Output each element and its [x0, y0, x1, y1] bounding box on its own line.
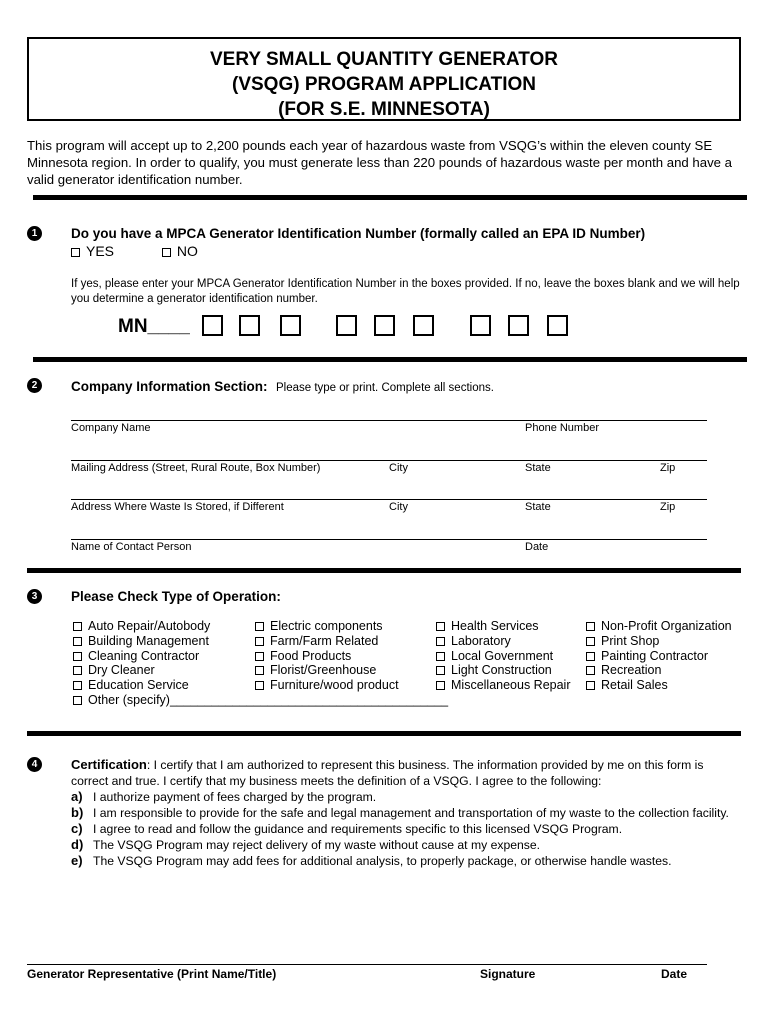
operation-option[interactable]: Retail Sales [586, 678, 732, 693]
operation-option[interactable]: Auto Repair/Autobody [73, 619, 448, 634]
operation-option[interactable]: Non-Profit Organization [586, 619, 732, 634]
id-digit-box[interactable] [336, 315, 357, 336]
certification-item: a) I authorize payment of fees charged by the program. [71, 789, 377, 804]
section-1-number: 1 [27, 226, 42, 241]
id-digit-box[interactable] [202, 315, 223, 336]
operation-option[interactable]: Local Government [436, 649, 571, 664]
id-digit-box[interactable] [239, 315, 260, 336]
section-divider [27, 731, 741, 736]
checkbox[interactable] [586, 666, 595, 675]
checkbox[interactable] [73, 681, 82, 690]
checkbox[interactable] [73, 652, 82, 661]
id-digit-box[interactable] [470, 315, 491, 336]
operation-option[interactable]: Florist/Greenhouse [255, 663, 399, 678]
signature-date-label: Date [661, 967, 688, 981]
operation-column-2 [255, 619, 399, 693]
operation-option[interactable]: Painting Contractor [586, 649, 732, 664]
city-label: City [389, 462, 408, 474]
no-label: NO [176, 243, 198, 259]
certification-item: e) The VSQG Program may add fees for additional analysis, to properly package, or otherwise handle wastes. [71, 853, 672, 868]
date-label: Date [525, 541, 549, 553]
section-2-heading-row [71, 378, 494, 396]
operation-option[interactable]: Light Construction [436, 663, 571, 678]
checkbox[interactable] [255, 666, 264, 675]
title-box [27, 37, 741, 121]
intro-paragraph: This program will accept up to 2,200 pounds each year of hazardous waste from VSQG’s within the eleven county SE Minnesota region. In order to qualify, you must generate less than 220 pounds of hazardous waste per month and have a valid generator identification number. [27, 138, 732, 187]
contact-person-field[interactable] [71, 539, 707, 540]
certification-block [71, 757, 741, 869]
checkbox[interactable] [73, 622, 82, 631]
section-1-question: Do you have a MPCA Generator Identification Number (formally called an EPA ID Number) [71, 226, 646, 241]
checkbox[interactable] [436, 681, 445, 690]
storage-city-label: City [389, 501, 408, 513]
certification-intro [71, 757, 741, 789]
id-digit-box[interactable] [413, 315, 434, 336]
checkbox[interactable] [255, 622, 264, 631]
checkbox[interactable] [255, 637, 264, 646]
operation-option[interactable]: Cleaning Contractor [73, 649, 448, 664]
section-2-subheading: Please type or print. Complete all sections. [275, 382, 494, 394]
id-digit-box[interactable] [374, 315, 395, 336]
yes-option[interactable] [71, 243, 114, 259]
checkbox[interactable] [73, 696, 82, 705]
section-3-heading: Please Check Type of Operation: [71, 589, 281, 604]
section-4-number: 4 [27, 757, 42, 772]
operation-option[interactable]: Building Management [73, 634, 448, 649]
certification-item: c) I agree to read and follow the guidance and requirements specific to this licensed VSQG Program. [71, 821, 623, 836]
operation-option[interactable]: Dry Cleaner [73, 663, 448, 678]
certification-item: d) The VSQG Program may reject delivery of my waste without cause at my expense. [71, 837, 541, 852]
checkbox[interactable] [255, 652, 264, 661]
operation-option[interactable]: Print Shop [586, 634, 732, 649]
checkbox[interactable] [436, 666, 445, 675]
certification-text: : I certify that I am authorized to represent this business. The information provided by me on this form is correct and true. I certify that my business meets the definition of a VSQG. I agree to the following: [71, 758, 704, 788]
operation-option[interactable]: Miscellaneous Repair [436, 678, 571, 693]
checkbox[interactable] [586, 637, 595, 646]
checkbox[interactable] [586, 652, 595, 661]
no-option[interactable] [162, 243, 198, 259]
id-digit-box[interactable] [508, 315, 529, 336]
mn-prefix: MN____ [118, 316, 190, 337]
signature-label: Signature [480, 967, 536, 981]
contact-person-label: Name of Contact Person [71, 541, 192, 553]
state-label: State [525, 462, 551, 474]
no-checkbox[interactable] [162, 248, 171, 257]
operation-option[interactable]: Health Services [436, 619, 571, 634]
operation-option[interactable]: Education Service [73, 678, 448, 693]
title-line-1: VERY SMALL QUANTITY GENERATOR [209, 49, 559, 70]
id-digit-box[interactable] [547, 315, 568, 336]
operation-column-3 [436, 619, 571, 693]
operation-option[interactable]: Electric components [255, 619, 399, 634]
operation-option[interactable]: Recreation [586, 663, 732, 678]
yes-label: YES [86, 243, 115, 259]
mailing-address-label: Mailing Address (Street, Rural Route, Box Number) [71, 462, 321, 474]
section-divider [33, 357, 747, 362]
zip-label: Zip [660, 462, 676, 474]
yes-checkbox[interactable] [71, 248, 80, 257]
operation-option-other[interactable]: Other (specify)________________________________________ [73, 693, 448, 708]
title-line-3: (FOR S.E. MINNESOTA) [278, 99, 490, 120]
section-divider [33, 195, 747, 200]
storage-zip-label: Zip [660, 501, 676, 513]
checkbox[interactable] [73, 637, 82, 646]
signature-line[interactable] [27, 964, 707, 965]
operation-option[interactable]: Food Products [255, 649, 399, 664]
checkbox[interactable] [255, 681, 264, 690]
storage-address-label: Address Where Waste Is Stored, if Different [71, 501, 284, 513]
checkbox[interactable] [73, 666, 82, 675]
mailing-address-field[interactable] [71, 460, 707, 461]
representative-label: Generator Representative (Print Name/Title) [27, 967, 277, 981]
id-digit-box[interactable] [280, 315, 301, 336]
operation-option[interactable]: Furniture/wood product [255, 678, 399, 693]
phone-label: Phone Number [525, 422, 599, 434]
section-divider [27, 568, 741, 573]
checkbox[interactable] [436, 652, 445, 661]
checkbox[interactable] [436, 622, 445, 631]
company-name-label: Company Name [71, 422, 151, 434]
section-3-number: 3 [27, 589, 42, 604]
storage-address-field[interactable] [71, 499, 707, 500]
company-name-field[interactable] [71, 420, 707, 421]
operation-column-4 [586, 619, 732, 693]
operation-option[interactable]: Laboratory [436, 634, 571, 649]
checkbox[interactable] [586, 681, 595, 690]
section-1-instructions: If yes, please enter your MPCA Generator Identification Number in the boxes provided. If no, leave the boxes blank and we will help you determine a generator identification number. [71, 278, 740, 305]
operation-option[interactable]: Farm/Farm Related [255, 634, 399, 649]
checkbox[interactable] [436, 637, 445, 646]
section-2-heading: Company Information Section: [71, 379, 268, 394]
certification-heading: Certification [71, 757, 147, 772]
certification-item: b) I am responsible to provide for the safe and legal management and transportation of my waste to the collection facility. [71, 805, 729, 820]
section-2-number: 2 [27, 378, 42, 393]
title-line-2: (VSQG) PROGRAM APPLICATION [232, 74, 536, 95]
checkbox[interactable] [586, 622, 595, 631]
storage-state-label: State [525, 501, 551, 513]
yes-no-options [71, 243, 198, 259]
